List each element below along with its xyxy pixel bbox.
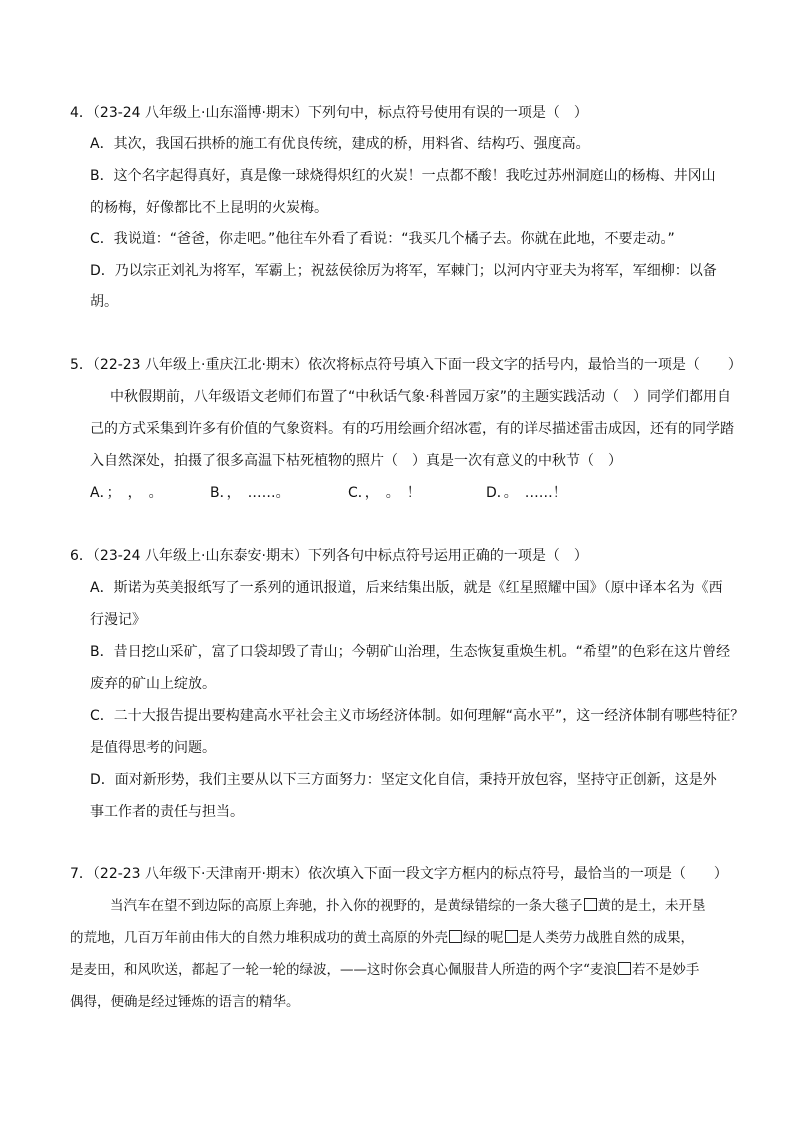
q7-passage-line-4: 偶得，便确是经过锤炼的语言的精华。 — [70, 994, 300, 1010]
q6-option-c-cont: 是值得思考的问题。 — [90, 740, 216, 756]
q6-option-a-cont: 行漫记》 — [90, 612, 146, 628]
blank-box-2 — [449, 930, 462, 943]
q5-option-a: A．； ， 。 — [90, 485, 163, 501]
q6-option-c: C．二十大报告提出要构建高水平社会主义市场经济体制。如何理解“高水平”，这一经济体制有哪些特征？ — [90, 708, 745, 724]
q5-option-b: B．， ……。 — [210, 485, 290, 501]
q4-option-a: A．其次，我国石拱桥的施工有优良传统，建成的桥，用料省、结构巧、强度高。 — [90, 136, 590, 152]
q7-text: 是人类劳力战胜自然的成果， — [518, 930, 694, 946]
blank-box-4 — [618, 962, 631, 975]
q7-text: 绿的呢 — [463, 930, 504, 946]
q5-passage-line-1: 中秋假期前，八年级语文老师们布置了“中秋话气象·科普园万家”的主题实践活动（ ）同学们都用自 — [110, 389, 731, 405]
q5-passage-line-3: 入自然深处，拍摄了很多高温下枯死植物的照片（ ）真是一次有意义的中秋节（ ） — [90, 453, 622, 469]
q4-option-b: B．这个名字起得真好，真是像一球烧得炽红的火炭！一点都不酸！我吃过苏州洞庭山的杨梅、井冈山 — [90, 168, 716, 184]
q7-stem: 7．（22-23 八年级下·天津南开·期末）依次填入下面一段文字方框内的标点符号，最恰当的一项是（ ） — [70, 866, 728, 882]
q6-option-b: B．昔日挖山采矿，富了口袋却毁了青山；今朝矿山治理，生态恢复重焕生机。“希望”的色彩在这片曾经 — [90, 644, 731, 660]
q7-text: 黄的是土，未开垦 — [597, 898, 706, 914]
q4-option-b-cont: 的杨梅，好像都比不上昆明的火炭梅。 — [90, 200, 328, 216]
q4-option-d-cont: 胡。 — [90, 294, 118, 310]
q6-option-a: A．斯诺为英美报纸写了一系列的通讯报道，后来结集出版，就是《红星照耀中国》（原中译本名为《西 — [90, 580, 723, 596]
q4-option-d: D．乃以宗正刘礼为将军，军霸上；祝兹侯徐厉为将军，军棘门；以河内守亚夫为将军，军细柳：以备 — [90, 263, 717, 279]
q7-text: 的荒地，几百万年前由伟大的自然力堆积成功的黄土高原的外壳 — [70, 930, 448, 946]
q7-passage-line-1 — [110, 896, 706, 916]
q6-stem: 6．（23-24 八年级上·山东泰安·期末）下列各句中标点符号运用正确的一项是（ ） — [70, 548, 588, 564]
q7-passage-line-3 — [70, 960, 699, 980]
q7-text: 是麦田，和风吹送，都起了一轮一轮的绿波，——这时你会真心佩服昔人所造的两个字“麦浪 — [70, 962, 617, 978]
q7-text: 若不是妙手 — [631, 962, 700, 978]
q7-text: 当汽车在望不到边际的高原上奔驰，扑入你的视野的，是黄绿错综的一条大毯子 — [110, 898, 583, 914]
q5-passage-line-2: 己的方式采集到许多有价值的气象资料。有的巧用绘画介绍冰雹，有的详尽描述雷击成因，还有的同学踏 — [90, 421, 734, 437]
q5-stem: 5．（22-23 八年级上·重庆江北·期末）依次将标点符号填入下面一段文字的括号内，最恰当的一项是（ ） — [70, 357, 742, 373]
q6-option-d-cont: 事工作者的责任与担当。 — [90, 804, 244, 820]
q6-option-d: D．面对新形势，我们主要从以下三方面努力：坚定文化自信，秉持开放包容，坚持守正创新，这是外 — [90, 772, 717, 788]
q5-option-d: D．。 ……！ — [486, 485, 567, 501]
q4-option-c: C．我说道：“爸爸，你走吧。”他往车外看了看说：“我买几个橘子去。你就在此地，不要走动。” — [90, 231, 675, 247]
blank-box-1 — [584, 898, 597, 911]
q7-passage-line-2 — [70, 928, 694, 948]
q6-option-b-cont: 废弃的矿山上绽放。 — [90, 676, 216, 692]
q5-option-c: C．， 。 ！ — [348, 485, 421, 501]
q4-stem: 4．（23-24 八年级上·山东淄博·期末）下列句中，标点符号使用有误的一项是（ ） — [70, 105, 588, 121]
blank-box-3 — [505, 930, 518, 943]
